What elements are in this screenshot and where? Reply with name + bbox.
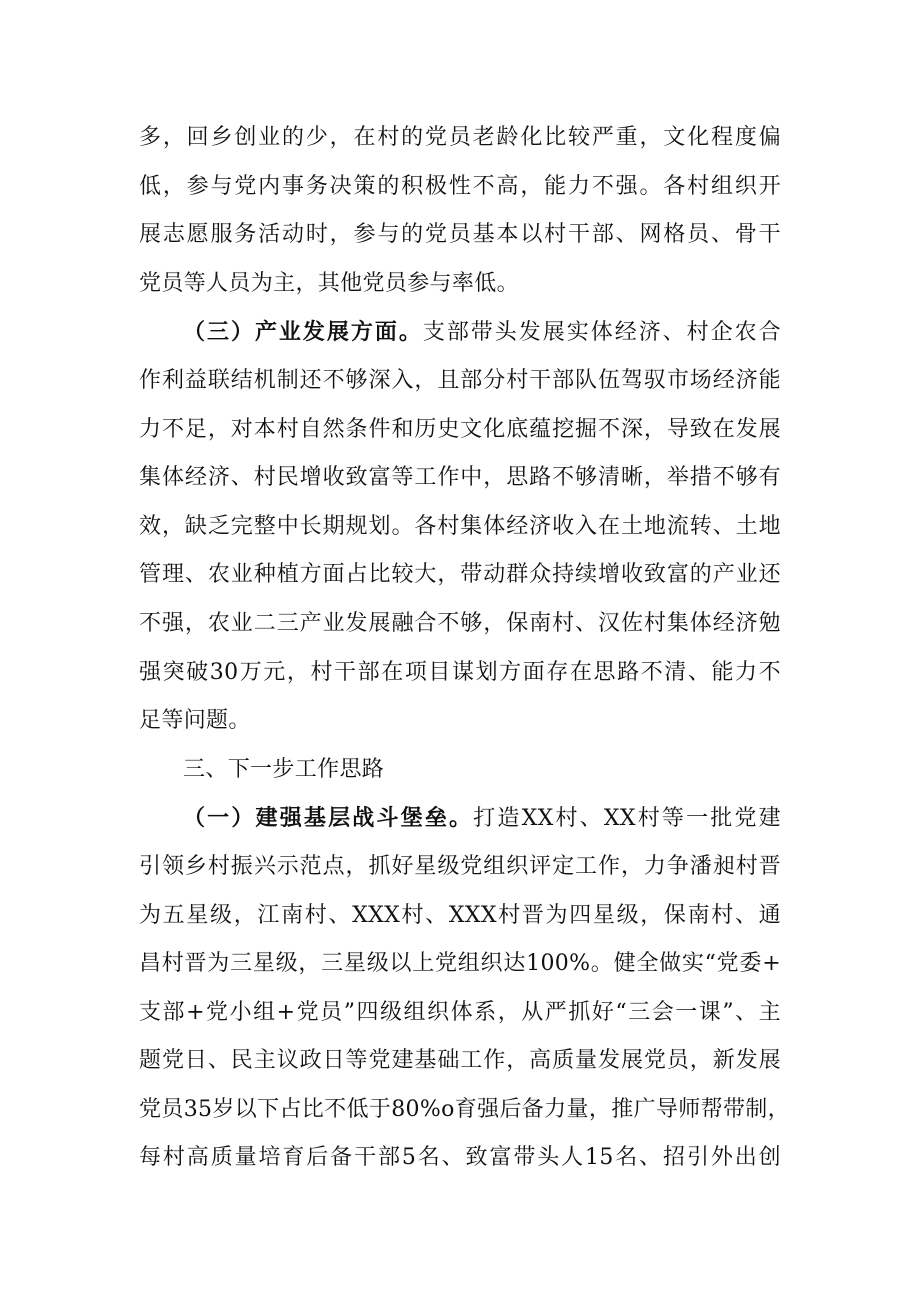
text-line: 力不足，对本村自然条件和历史文化底蕴挖掘不深，导致在发展 — [139, 416, 781, 442]
text-line: 强突破30万元，村干部在项目谋划方面存在思路不清、能力不 — [139, 659, 781, 685]
text-line: 作利益联结机制还不够深入，且部分村干部队伍驾驭市场经济能 — [139, 367, 781, 393]
text-line: 昌村晋为三星级，三星级以上党组织达100%。健全做实“党委+ — [139, 951, 781, 977]
paragraph-grassroots-fortress — [139, 794, 790, 1183]
text-line: 题党日、民主议政日等党建基础工作，高质量发展党员，新发展 — [139, 1048, 781, 1074]
paragraph-lead: （一）建强基层战斗堡垒。 — [183, 805, 474, 832]
text-line: 党员35岁以下占比不低于80%o育强后备力量，推广导师帮带制， — [139, 1096, 790, 1122]
paragraph-industry-development — [139, 308, 781, 745]
section-heading: 三、下一步工作思路 — [183, 756, 385, 782]
text-line — [139, 308, 781, 357]
paragraph-lead-rest: 打造XX村、XX村等一批党建 — [473, 806, 781, 832]
text-line: 多，回乡创业的少，在村的党员老龄化比较严重，文化程度偏 — [139, 125, 781, 150]
text-line: 不强，农业二三产业发展融合不够，保南村、汉佐村集体经济勉 — [139, 610, 781, 636]
text-line: 足等问题。 — [139, 708, 251, 734]
text-line: 党员等人员为主，其他党员参与率低。 — [139, 270, 519, 296]
text-line: 每村高质量培育后备干部5名、致富带头人15名、招引外出创 — [139, 1145, 781, 1171]
text-line: 效，缺乏完整中长期规划。各村集体经济收入在土地流转、土地 — [139, 513, 781, 539]
text-line: 管理、农业种植方面占比较大，带动群众持续增收致富的产业还 — [139, 562, 781, 588]
text-line: 为五星级，江南村、XXX村、XXX村晋为四星级，保南村、通 — [139, 902, 781, 928]
text-line: 引领乡村振兴示范点，抓好星级党组织评定工作，力争潘昶村晋 — [139, 853, 781, 879]
text-line: 低，参与党内事务决策的积极性不高，能力不强。各村组织开 — [139, 173, 781, 199]
text-line — [139, 794, 781, 843]
document-page — [139, 114, 790, 1183]
paragraph-party-members — [139, 114, 781, 308]
text-line: 支部+党小组+党员”四级组织体系，从严抓好“三会一课”、主 — [139, 999, 781, 1025]
text-line: 集体经济、村民增收致富等工作中，思路不够清晰，举措不够有 — [139, 465, 781, 491]
paragraph-lead-rest: 支部带头发展实体经济、村企农合 — [422, 320, 781, 346]
text-line: 展志愿服务活动时，参与的党员基本以村干部、网格员、骨干 — [139, 222, 781, 248]
paragraph-lead: （三）产业发展方面。 — [183, 319, 423, 346]
